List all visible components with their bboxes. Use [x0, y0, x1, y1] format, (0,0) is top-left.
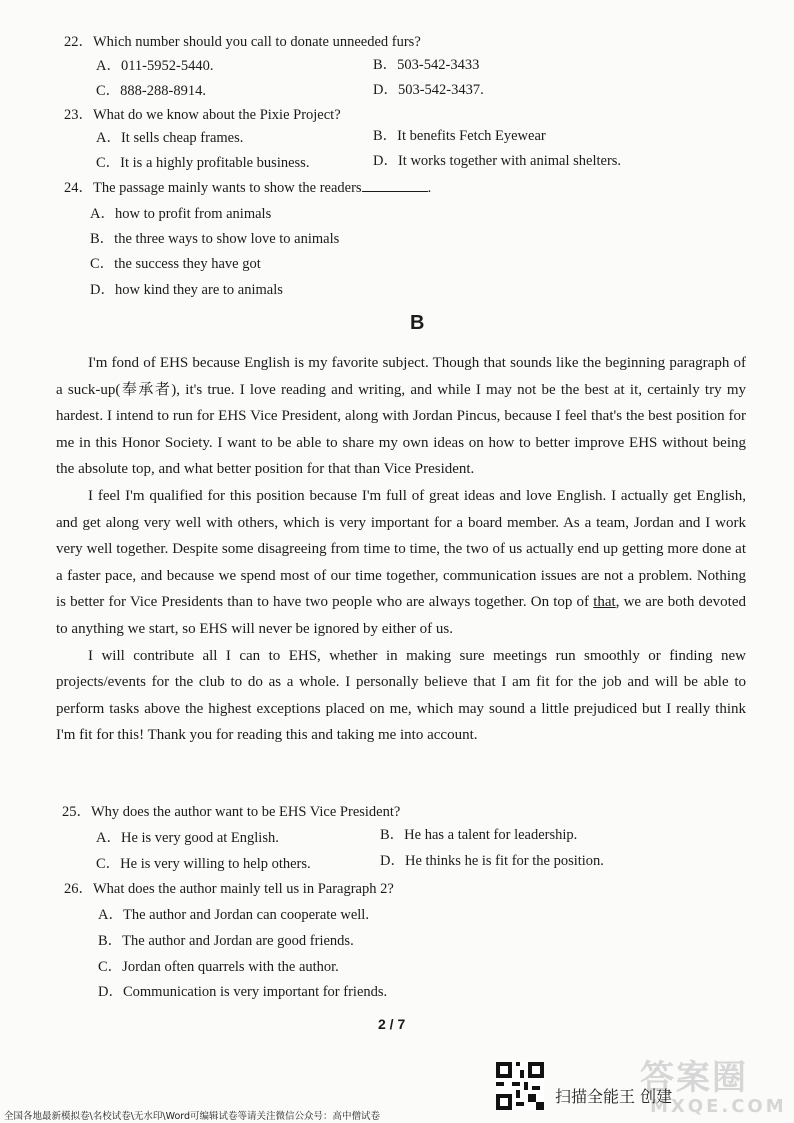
q22-option-d: D．503-542-3437. [373, 82, 484, 98]
passage-paragraph-1: I'm fond of EHS because English is my favorite subject. Though that sounds like the beginning paragraph of a suck-up(奉承者), it's true. I love reading and writing, and while I may not be the best at it, certainly try my hardest. I intend to run for EHS Vice President, along with Jordan Pincus, because I feel that's the best position for me in this Honor Society. I want to be able to share my own ideas on how to better improve EHS without being the absolute top, and what better position for that than Vice President. [56, 355, 746, 478]
question-25-stem: 25．Why does the author want to be EHS Vice President? [62, 804, 401, 820]
paragraph-2-body: I feel I'm qualified for this position because I'm full of great ideas and love English. I actually get English, and get along very well with others, which is very important for a board member. As a team, Jordan and I work very well together. Despite some disagreeing from time to time, the two of us actually end up getting more done at a faster pace, and because we spend most of our time together, communication issues are not a problem. Nothing is better for Vice Presidents than to have two people who are always together. [56, 487, 746, 611]
passage-b [56, 350, 746, 749]
q24-stem-text: 24．The passage mainly wants to show the readers [64, 180, 362, 196]
q22-option-a: A．011-5952-5440. [96, 58, 214, 74]
page-number: 2 / 7 [378, 1016, 406, 1032]
watermark-url: MXQE.COM [650, 1096, 787, 1117]
watermark-logo: 答案圈 [640, 1058, 748, 1098]
paragraph-2-tail-after: , we are both devoted to anything we start, so EHS will never be ignored by either of us. [56, 594, 747, 637]
passage-paragraph-2 [56, 483, 746, 643]
q24-option-b: B．the three ways to show love to animals [90, 231, 340, 247]
q25-option-b: B．He has a talent for leadership. [380, 827, 578, 843]
question-23-stem: 23．What do we know about the Pixie Project? [64, 107, 341, 123]
section-b-heading: B [410, 312, 425, 334]
q24-option-a: A．how to profit from animals [90, 206, 272, 222]
passage-paragraph-3: I will contribute all I can to EHS, whether in making sure meetings run smoothly or finding new projects/events for the club to do as a whole. I personally believe that I am fit for the job and will be able to perform tasks above the highest exceptions placed on me, which may sound a little prejudiced but I really think I'm fit for this! Thank you for reading this and taking me into account. [56, 647, 746, 744]
q23-option-a: A．It sells cheap frames. [96, 130, 244, 146]
paragraph-2-tail-before: On top of [530, 594, 590, 611]
q24-option-c: C．the success they have got [90, 256, 261, 272]
question-24-stem [64, 176, 431, 197]
q22-option-b: B．503-542-3433 [373, 57, 480, 73]
question-26-stem: 26．What does the author mainly tell us in Paragraph 2? [64, 881, 394, 897]
scanner-app-label: 扫描全能王 创建 [555, 1087, 673, 1106]
question-22-stem: 22．Which number should you call to donate unneeded furs? [64, 34, 421, 50]
q25-option-a: A．He is very good at English. [96, 830, 279, 846]
q25-option-d: D．He thinks he is fit for the position. [380, 853, 604, 869]
underlined-word-that: that [593, 594, 616, 611]
q22-option-c: C．888-288-8914. [96, 83, 206, 99]
q23-option-c: C．It is a highly profitable business. [96, 155, 310, 171]
q23-option-d: D．It works together with animal shelters. [373, 153, 622, 169]
answer-blank [362, 179, 428, 192]
q26-option-d: D．Communication is very important for friends. [98, 984, 388, 1000]
q26-option-a: A．The author and Jordan can cooperate well. [98, 907, 369, 923]
q23-option-b: B．It benefits Fetch Eyewear [373, 128, 546, 144]
q26-option-c: C．Jordan often quarrels with the author. [98, 959, 339, 975]
q24-option-d: D．how kind they are to animals [90, 282, 283, 298]
qr-code-icon [496, 1062, 544, 1110]
q24-stem-end: . [427, 180, 432, 196]
q25-option-c: C．He is very willing to help others. [96, 856, 311, 872]
q26-option-b: B．The author and Jordan are good friends. [98, 933, 354, 949]
footer-notice: 全国各地最新模拟卷\名校试卷\无水印\Word可编辑试卷等请关注微信公众号：高中僧试卷 [4, 1111, 381, 1122]
